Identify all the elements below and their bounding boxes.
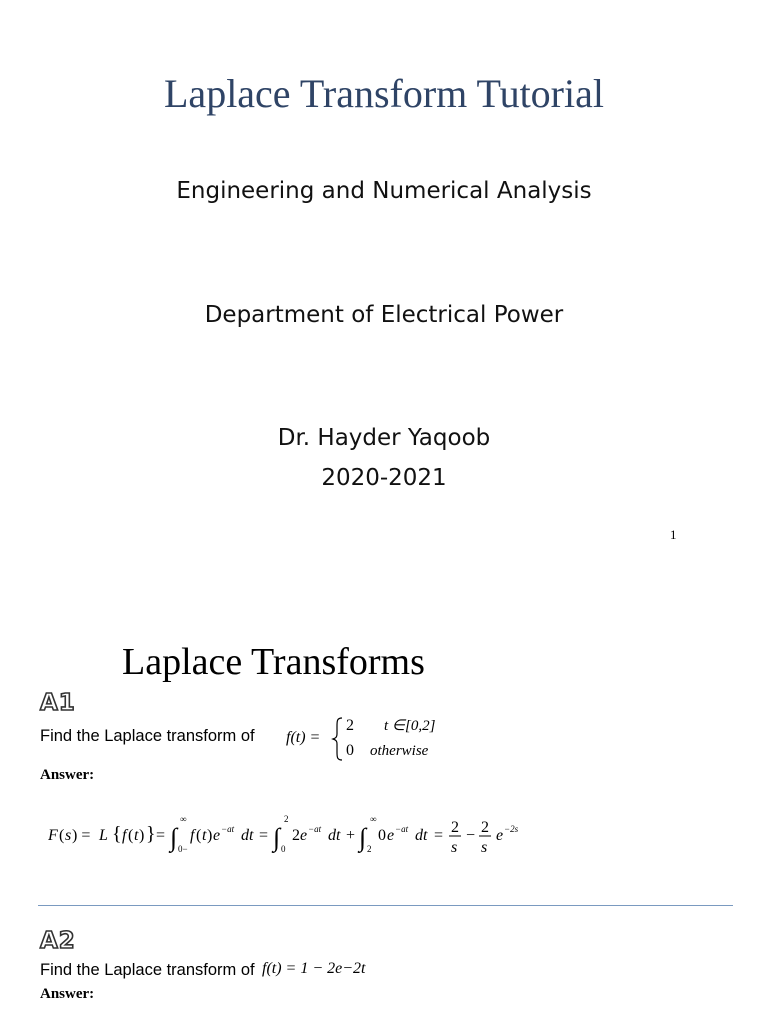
- svg-text:s: s: [481, 839, 488, 856]
- course-name: Engineering and Numerical Analysis: [176, 178, 592, 204]
- svg-text:s: s: [451, 839, 458, 856]
- svg-text:t: t: [134, 827, 139, 844]
- question-label-a1: A1: [40, 690, 76, 716]
- department-name: Department of Electrical Power: [204, 302, 564, 328]
- svg-text:): ): [139, 827, 145, 844]
- svg-text:(: (: [59, 827, 65, 844]
- svg-text:∫: ∫: [359, 823, 367, 852]
- svg-text:−at: −at: [395, 824, 409, 834]
- svg-text:dt: dt: [241, 827, 254, 844]
- svg-text:=: =: [156, 827, 166, 844]
- svg-text:s: s: [65, 827, 72, 844]
- svg-text:(: (: [196, 827, 202, 844]
- svg-text:): ): [207, 827, 213, 844]
- svg-text:2: 2: [292, 827, 300, 844]
- svg-text:∫: ∫: [273, 823, 281, 852]
- svg-text:e: e: [300, 827, 308, 844]
- question-label-a2: A2: [40, 928, 76, 954]
- question-prompt-a2: Find the Laplace transform of: [40, 961, 255, 979]
- case1-value: 2: [346, 717, 354, 734]
- svg-text:dt: dt: [328, 827, 341, 844]
- svg-text:2: 2: [481, 819, 489, 836]
- section-heading: Laplace Transforms: [122, 641, 425, 683]
- svg-text:∫: ∫: [170, 823, 178, 852]
- academic-year: 2020-2021: [321, 465, 447, 491]
- svg-text:e: e: [213, 827, 221, 844]
- svg-text:−at: −at: [221, 824, 235, 834]
- solution-equation-a1: [48, 808, 588, 868]
- svg-text:∞: ∞: [370, 814, 377, 824]
- svg-text:2: 2: [284, 814, 289, 824]
- svg-text:L: L: [99, 827, 108, 844]
- svg-text:e: e: [387, 827, 395, 844]
- slide-title: Laplace Transform Tutorial: [164, 71, 604, 116]
- svg-text:−2s: −2s: [504, 824, 519, 834]
- svg-text:−at: −at: [308, 824, 322, 834]
- author-name: Dr. Hayder Yaqoob: [277, 425, 491, 451]
- brace-icon: [333, 718, 342, 760]
- svg-text:0: 0: [281, 844, 286, 854]
- function-lhs: f(t) =: [286, 729, 321, 746]
- case2-value: 0: [346, 742, 354, 759]
- case1-condition: t ∈[0,2]: [384, 718, 436, 734]
- svg-text:−: −: [466, 827, 476, 844]
- svg-text:f: f: [190, 827, 195, 844]
- svg-text:f: f: [122, 827, 127, 844]
- page-number: 1: [670, 527, 677, 542]
- svg-text:F: F: [48, 827, 58, 844]
- svg-text:) =: ) =: [72, 827, 91, 844]
- svg-text:}: }: [146, 823, 156, 845]
- svg-text:2: 2: [367, 844, 372, 854]
- case2-condition: otherwise: [370, 743, 429, 759]
- svg-text:+: +: [346, 827, 356, 844]
- svg-text:∞: ∞: [180, 814, 187, 824]
- svg-text:0: 0: [378, 827, 386, 844]
- piecewise-function-a1: [286, 710, 486, 766]
- svg-text:dt: dt: [415, 827, 428, 844]
- function-a2: f(t) = 1 − 2e−2t: [262, 960, 366, 977]
- svg-text:e: e: [496, 827, 504, 844]
- svg-text:{: {: [112, 823, 122, 845]
- answer-label-a1: Answer:: [40, 767, 95, 783]
- svg-text:2: 2: [451, 819, 459, 836]
- answer-label-a2: Answer:: [40, 986, 95, 1002]
- svg-text:(: (: [128, 827, 134, 844]
- svg-text:=: =: [259, 827, 269, 844]
- question-prompt-a1: Find the Laplace transform of: [40, 727, 255, 745]
- svg-text:=: =: [434, 827, 444, 844]
- svg-text:0−: 0−: [178, 844, 188, 854]
- svg-text:t: t: [202, 827, 207, 844]
- section-divider: [38, 905, 733, 906]
